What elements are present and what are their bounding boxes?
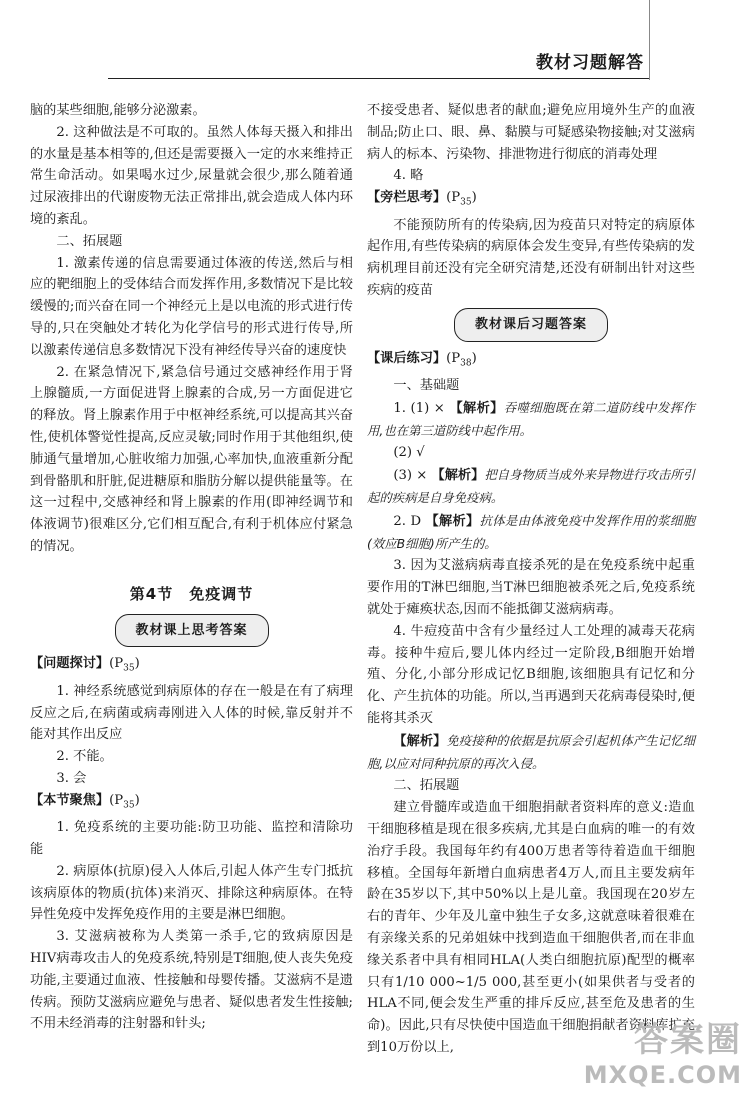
paragraph: 脑的某些细胞,能够分泌激素。	[30, 103, 206, 118]
paragraph: 1. 免疫系统的主要功能:防卫功能、监控和清除功能	[30, 820, 353, 857]
paragraph: 1. 神经系统感觉到病原体的存在一般是在有了病理反应之后,在病菌或病毒刚进入人体的时候,靠反射并不能对其作出反应	[30, 683, 353, 743]
answer-item: 【解析】免疫接种的依据是抗原会引起机体产生记忆细胞,以应对同种抗原的再次入侵。	[367, 732, 696, 771]
left-column	[30, 100, 353, 1035]
paragraph: 2. 在紧急情况下,紧急信号通过交感神经作用于肾上腺髓质,一方面促进肾上腺素的合成,另一方面促进它的释放。肾上腺素作用于中枢神经系统,可以提高其兴奋性,使机体警觉性提高,反应灵敏;同时作用于其他组织,使肺通气量增加,心脏收缩力加强,心率加快,血液重新分配到骨骼肌和肝脏,促进糖原和脂肪分解以提供能量等。在这一过程中,交感神经和肾上腺素的作用(即神经调节和体液调节)很难区分,它们相互配合,有利于机体应付紧急的情况。	[30, 364, 353, 554]
paragraph: 4. 略	[393, 168, 424, 184]
banner-in-class-answers: 教材课上思考答案	[115, 614, 269, 648]
answer-item: 2. D 【解析】抗体是由体液免疫中发挥作用的浆细胞(效应B细胞)所产生的。	[367, 512, 695, 551]
paragraph: 1. 激素传递的信息需要通过体液的传送,然后与相应的靶细胞上的受体结合而发挥作用,多数情况下是比较缓慢的;而兴奋在同一个神经元上是以电流的形式进行传导的,只在突触处才转化为化学信号的形式进行传导,所以激素传递信息多数情况下没有神经传导兴奋的速度快	[30, 255, 353, 358]
paragraph: 建立骨髓库或造血干细胞捐献者资料库的意义:造血干细胞移植是现在很多疾病,尤其是白血病的唯一的有效治疗手段。我国每年约有400万患者等待着造血干细胞移植。全国每年新增白血病患者4万人,而且主要发病年龄在35岁以下,其中50%以上是儿童。我国现在20岁左右的青年、少年及儿童中独生子女多,这就意味着很难在有亲缘关系的兄弟姐妹中找到造血干细胞供者,而在非血缘关系者中具有相同HLA(人类白细胞抗原)配型的概率只有1/10 000~1/5 000,甚至更小(如果供者与受者的HLA不同,便会发生严重的排斥反应,甚至危及患者的生命)。因此,只有尽快使中国造血干细胞捐献者资料库扩充到10万份以上,	[367, 800, 695, 1055]
right-column	[367, 100, 695, 1059]
paragraph: 不接受患者、疑似患者的献血;避免应用境外生产的血液制品;防止口、眼、鼻、黏膜与可疑感染物接触;对艾滋病病人的标本、污染物、排泄物进行彻底的消毒处理	[367, 103, 695, 162]
paragraph: 2. 这种做法是不可取的。虽然人体每天摄入和排出的水量是基本相等的,但还是需要摄入一定的水来维持正常生命活动。如果喝水过少,尿量就会很少,那么随着通过尿液排出的代谢废物无法正常排出,就会造成人体内环境的紊乱。	[30, 124, 353, 227]
tag-line: 【课后练习】$(P_{38})$	[367, 350, 477, 369]
header-rule	[108, 78, 650, 79]
answer-item: 3. 因为艾滋病病毒直接杀死的是在免疫系统中起重要作用的T淋巴细胞,当T淋巴细胞被杀死之后,免疫系统就处于瘫痪状态,因而不能抵御艾滋病病毒。	[367, 558, 695, 618]
subheading: 二、拓展题	[56, 233, 123, 249]
subheading: 一、基础题	[393, 378, 460, 394]
answer-item: 1. (1) × 【解析】吞噬细胞既在第二道防线中发挥作用,也在第三道防线中起作用。	[367, 399, 695, 438]
banner-after-class-answers: 教材课后习题答案	[454, 308, 608, 342]
tag-problem-discussion: 【问题探讨】	[30, 656, 110, 672]
paragraph: 3. 艾滋病被称为人类第一杀手,它的致病原因是HIV病毒攻击人的免疫系统,特别是T细胞,使人丧失免疫功能,主要通过血液、性接触和母婴传播。艾滋病不是遗传病。预防艾滋病应避免与患者、疑似患者发生性接触;不用未经消毒的注射器和针头;	[30, 929, 353, 1032]
header-title: 教材习题解答	[536, 53, 644, 73]
watermark-url: MXQE.COM	[583, 1061, 742, 1089]
tag-line: 【本节聚焦】$(P_{35})$	[30, 792, 140, 811]
tag-exercises: 【课后练习】	[367, 350, 447, 366]
paragraph: 不能预防所有的传染病,因为疫苗只对特定的病原体起作用,有些传染病的病原体会发生变异,有些传染病的发病机理目前还没有完全研究清楚,还没有研制出针对这些疾病的疫苗	[367, 217, 695, 299]
tag-section-focus: 【本节聚焦】	[30, 792, 110, 808]
page-header	[0, 0, 750, 92]
watermark-logo	[584, 1012, 742, 1089]
tag-line: 【问题探讨】$(P_{35})$	[30, 656, 140, 674]
watermark-text: 答案圈	[634, 1020, 742, 1060]
paragraph: 2. 病原体(抗原)侵入人体后,引起人体产生专门抵抗该病原体的物质(抗体)来消灭、排除这种病原体。在特异性免疫中发挥免疫作用的主要是淋巴细胞。	[30, 863, 353, 923]
header-corner-box	[649, 0, 750, 80]
paragraph: 3. 会	[56, 770, 87, 786]
answer-item: (3) × 【解析】把自身物质当成外来异物进行攻击所引起的疾病是自身免疫病。	[367, 467, 696, 506]
tag-sidebar-thinking: 【旁栏思考】	[367, 190, 447, 206]
answer-item: 4. 牛痘疫苗中含有少量经过人工处理的减毒天花病毒。接种牛痘后,婴儿体内经过一定阶段,B细胞开始增殖、分化,小部分形成记忆B细胞,该细胞具有记忆和分化、产生抗体的功能。所以,当再遇到天花病毒侵染时,便能将其杀灭	[367, 623, 695, 726]
subheading: 二、拓展题	[393, 778, 460, 794]
answer-item: (2) √	[393, 445, 425, 461]
section-title: 第4节 免疫调节	[129, 584, 254, 603]
tag-line: 【旁栏思考】$(P_{35})$	[367, 190, 477, 208]
paragraph: 2. 不能。	[56, 749, 113, 765]
